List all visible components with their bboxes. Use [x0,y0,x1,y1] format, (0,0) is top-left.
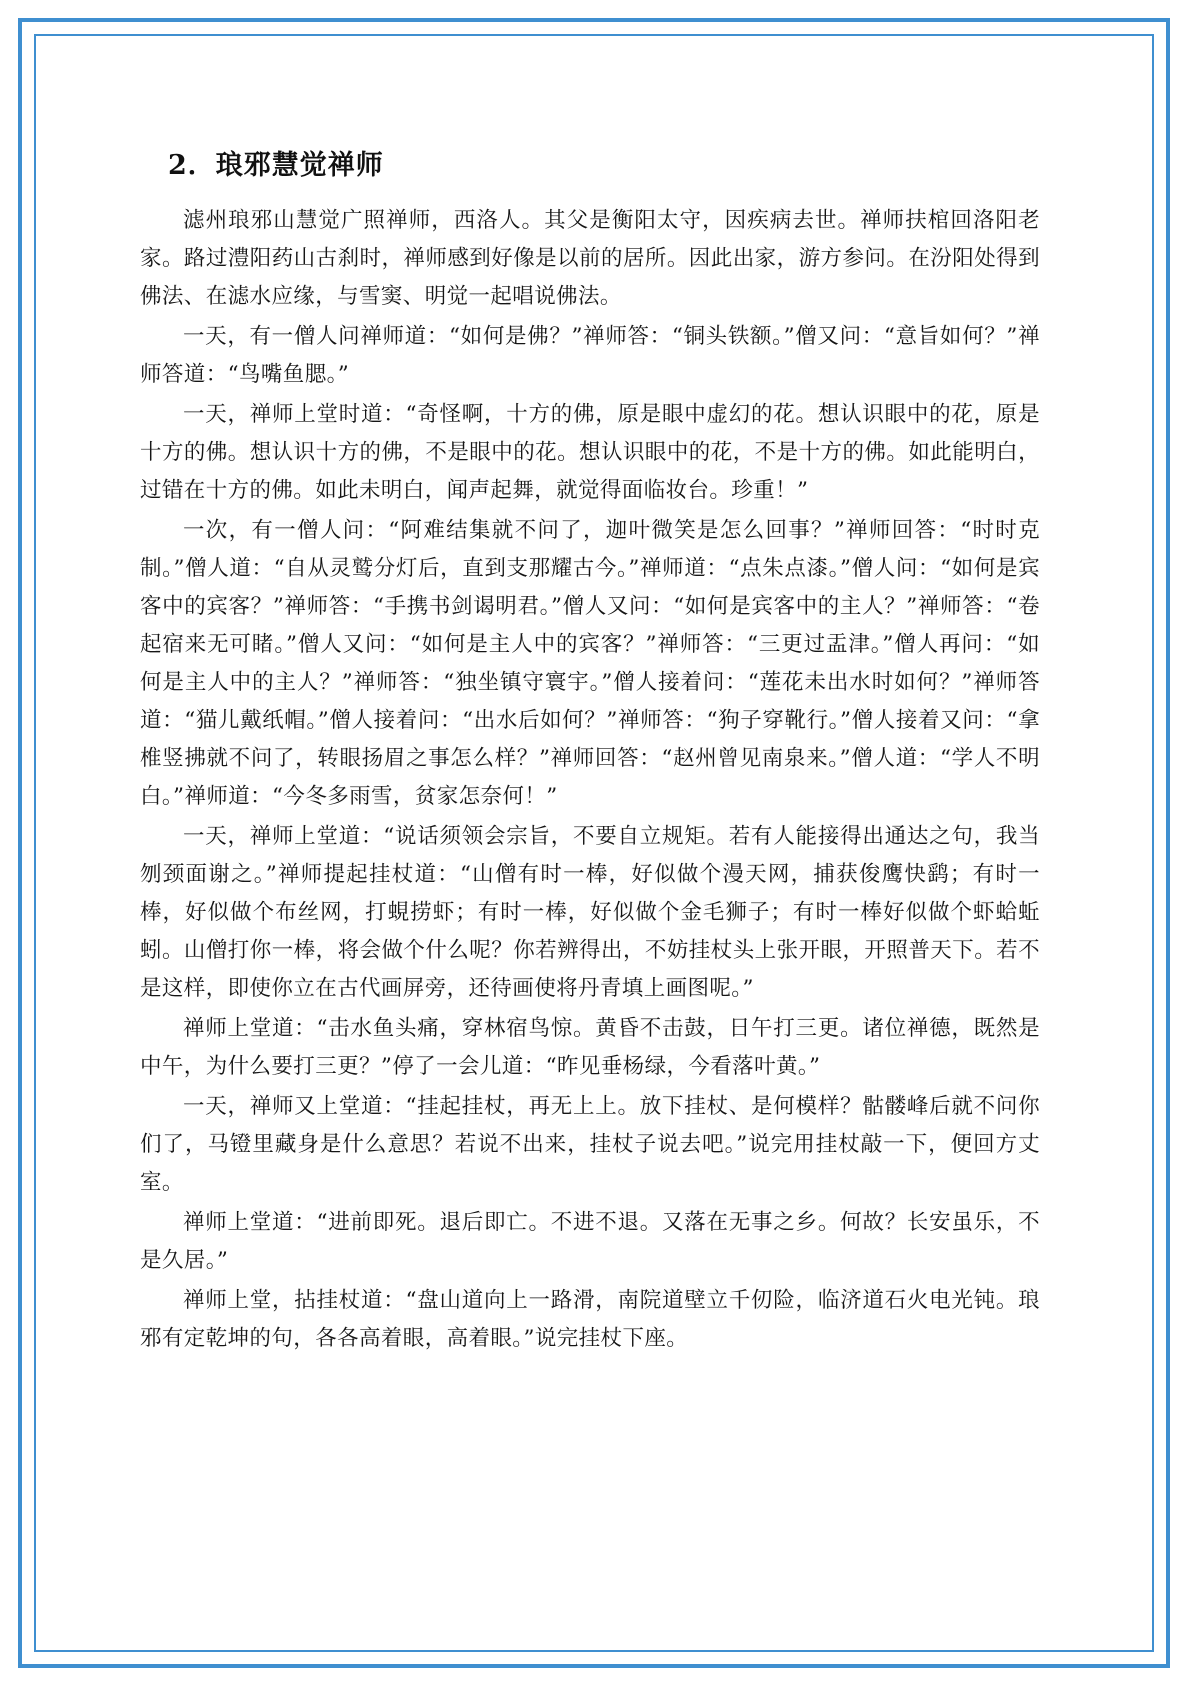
paragraph: 一天，禅师又上堂道：“挂起挂杖，再无上上。放下挂杖、是何模样？骷髅峰后就不问你们了，马镫里藏身是什么意思？若说不出来，挂杖子说去吧。”说完用挂杖敲一下，便回方丈室。 [140,1094,1040,1196]
paragraph: 一次，有一僧人问：“阿难结集就不问了，迦叶微笑是怎么回事？”禅师回答：“时时克制。”僧人道：“自从灵鹫分灯后，直到支那耀古今。”禅师道：“点朱点漆。”僧人问：“如何是宾客中的宾客？”禅师答：“手携书剑谒明君。”僧人又问：“如何是宾客中的主人？”禅师答：“卷起宿来无可睹。”僧人又问：“如何是主人中的宾客？”禅师答：“三更过盂津。”僧人再问：“如何是主人中的主人？”禅师答：“独坐镇守寰宇。”僧人接着问：“莲花未出水时如何？”禅师答道：“猫儿戴纸帽。”僧人接着问：“出水后如何？”禅师答：“狗子穿靴行。”僧人接着又问：“拿椎竖拂就不问了，转眼扬眉之事怎么样？”禅师回答：“赵州曾见南泉来。”僧人道：“学人不明白。”禅师道：“今冬多雨雪，贫家怎奈何！” [140,518,1040,810]
paragraph: 禅师上堂道：“进前即死。退后即亡。不进不退。又落在无事之乡。何故？长安虽乐，不是久居。” [140,1210,1040,1274]
page-title: 2．琅邪慧觉禅师 [168,150,384,181]
paragraph: 禅师上堂道：“击水鱼头痛，穿林宿鸟惊。黄昏不击鼓，日午打三更。诸位禅德，既然是中午，为什么要打三更？”停了一会儿道：“昨见垂杨绿，今看落叶黄。” [140,1016,1040,1080]
paragraph: 一天，有一僧人问禅师道：“如何是佛？”禅师答：“铜头铁额。”僧又问：“意旨如何？”禅师答道：“鸟嘴鱼腮。” [140,324,1040,388]
paragraph: 禅师上堂，拈挂杖道：“盘山道向上一路滑，南院道壁立千仞险，临济道石火电光钝。琅邪有定乾坤的句，各各高着眼，高着眼。”说完挂杖下座。 [140,1288,1040,1352]
paragraph: 一天，禅师上堂道：“说话须领会宗旨，不要自立规矩。若有人能接得出通达之句，我当刎颈面谢之。”禅师提起挂杖道：“山僧有时一棒，好似做个漫天网，捕获俊鹰快鹞；有时一棒，好似做个布丝网，打蜆捞虾；有时一棒，好似做个金毛狮子；有时一棒好似做个虾蛤蚯蚓。山僧打你一棒，将会做个什么呢？你若辨得出，不妨挂杖头上张开眼，开照普天下。若不是这样，即使你立在古代画屏旁，还待画使将丹青填上画图呢。” [140,824,1040,1002]
document-body [140,150,1040,1360]
paragraph: 滤州琅邪山慧觉广照禅师，西洛人。其父是衡阳太守，因疾病去世。禅师扶棺回洛阳老家。路过澧阳药山古刹时，禅师感到好像是以前的居所。因此出家，游方参问。在汾阳处得到佛法、在滤水应缘，与雪窦、明觉一起唱说佛法。 [140,208,1040,310]
paragraph: 一天，禅师上堂时道：“奇怪啊，十方的佛，原是眼中虚幻的花。想认识眼中的花，原是十方的佛。想认识十方的佛，不是眼中的花。想认识眼中的花，不是十方的佛。如此能明白，过错在十方的佛。如此未明白，闻声起舞，就觉得面临妆台。珍重！” [140,402,1040,504]
